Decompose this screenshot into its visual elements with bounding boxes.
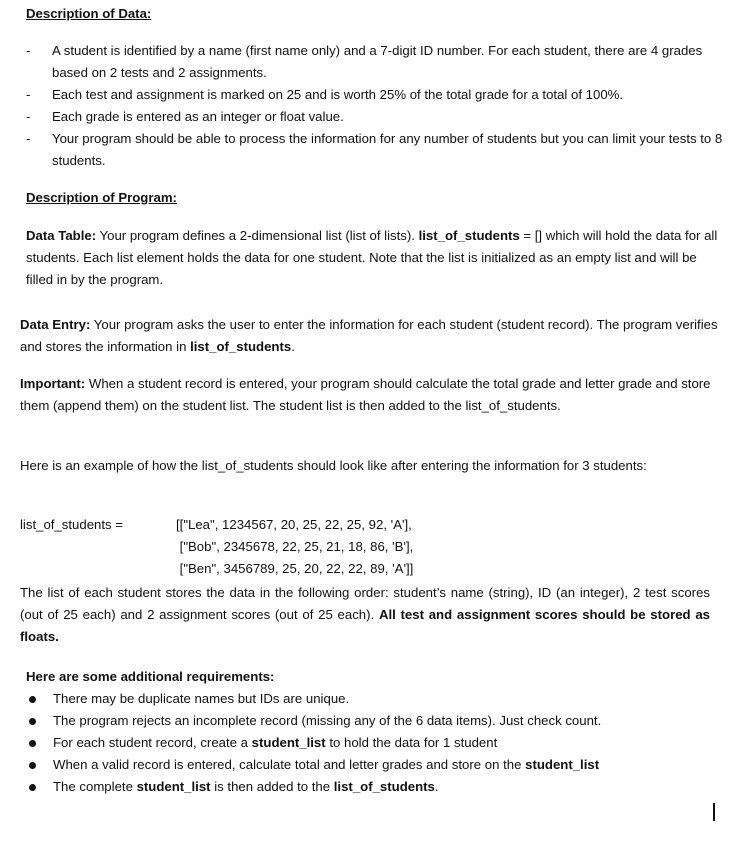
example-label: list_of_students =	[20, 517, 124, 532]
requirement-3-text-c: to hold the data for 1 student	[325, 735, 498, 750]
data-description-heading: Description of Data:	[26, 6, 152, 21]
order-bold: All test and assignment scores should be stored as floats.	[20, 607, 710, 644]
data-table-text-1: Your program defines a 2-dimensional list (list of lists).	[96, 228, 419, 243]
requirements-title: Here are some additional requirements:	[26, 669, 275, 684]
data-item-1: - A student is identified by a name (first name only) and a 7-digit ID number. For each student, there are 4 grades based on 2 tests and 2 assignments.	[26, 40, 726, 84]
data-entry-label: Data Entry:	[20, 317, 91, 332]
requirement-4	[26, 754, 726, 776]
data-entry-text-1: Your program asks the user to enter the information for each student (student record). The program verifies and stores the information in	[20, 317, 718, 354]
requirement-4-var: student_list	[525, 757, 600, 772]
text-cursor	[713, 803, 715, 821]
order-text: The list of each student stores the data in the following order: student’s name (string), ID (an integer), 2 test scores (out of 25 each) and 2 assignment scores (out of 25 each).	[20, 585, 710, 622]
important-label: Important:	[20, 376, 86, 391]
data-table-var: list_of_students	[418, 228, 520, 243]
example-intro: Here is an example of how the list_of_students should look like after entering the information for 3 students:	[20, 458, 647, 473]
important-text: When a student record is entered, your program should calculate the total grade and letter grade and store them (append them) on the student list. The student list is then added to the list_of_students.	[20, 376, 711, 413]
example-line-1: [["Lea", 1234567, 20, 25, 22, 25, 92, 'A'],	[176, 517, 412, 532]
requirement-5	[26, 776, 726, 798]
data-description-list	[26, 40, 726, 172]
requirement-3-var: student_list	[251, 735, 326, 750]
data-item-2: - Each test and assignment is marked on 25 and is worth 25% of the total grade for a total of 100%.	[26, 84, 726, 106]
data-item-4: - Your program should be able to process the information for any number of students but you can limit your tests to 8 students.	[26, 128, 726, 172]
requirement-3-text-a: For each student record, create a	[53, 735, 252, 750]
requirement-4-text-a: When a valid record is entered, calculate total and letter grades and store on the	[53, 757, 526, 772]
requirement-5-var-2: list_of_students	[333, 779, 435, 794]
requirement-5-text-c: is then added to the	[210, 779, 334, 794]
requirement-3	[26, 732, 726, 754]
requirement-5-text-a: The complete	[53, 779, 137, 794]
data-table-text-2: = [] which will hold the data for all students. Each list element holds the data for one student. Note that the list is initialized as an empty list and will be filled in by the program.	[26, 228, 718, 287]
program-description-heading: Description of Program:	[26, 190, 177, 205]
example-code-block	[176, 514, 413, 580]
requirement-2: The program rejects an incomplete record (missing any of the 6 data items). Just check count.	[26, 710, 726, 732]
data-entry-text-2: .	[291, 339, 295, 354]
requirement-5-text-e: .	[434, 779, 439, 794]
data-entry-paragraph	[20, 314, 725, 358]
important-paragraph	[20, 373, 725, 417]
data-table-paragraph	[26, 225, 726, 291]
requirement-1: There may be duplicate names but IDs are unique.	[26, 688, 726, 710]
requirements-list	[26, 688, 726, 798]
data-entry-var: list_of_students	[190, 339, 292, 354]
example-line-3: ["Ben", 3456789, 25, 20, 22, 22, 89, 'A']]	[176, 561, 414, 576]
order-paragraph	[20, 582, 710, 648]
data-table-label: Data Table:	[26, 228, 97, 243]
requirement-5-var-1: student_list	[136, 779, 211, 794]
data-item-3: - Each grade is entered as an integer or float value.	[26, 106, 726, 128]
example-line-2: ["Bob", 2345678, 22, 25, 21, 18, 86, 'B'],	[176, 539, 414, 554]
